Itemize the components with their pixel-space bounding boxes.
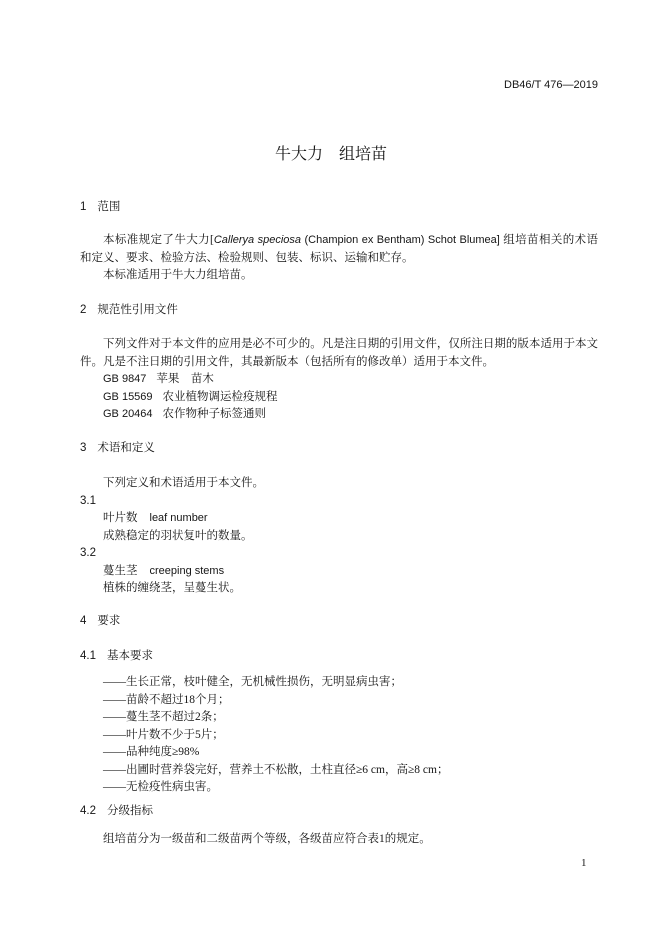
subsection-title: 分级指标 — [107, 805, 153, 817]
scope-paragraph — [80, 232, 598, 267]
section-1-body — [80, 232, 598, 285]
term-entry — [80, 545, 598, 598]
terms-intro: 下列定义和术语适用于本文件。 — [103, 477, 264, 489]
term-chinese: 蔓生茎 — [103, 564, 138, 577]
list-item: ——苗龄不超过18个月； — [103, 693, 230, 706]
section-3-body — [80, 475, 598, 598]
document-title: 牛大力 组培苗 — [274, 146, 387, 163]
reference-title: 农业植物调运检疫规程 — [162, 390, 278, 403]
list-item: ——生长正常，枝叶健全，无机械性损伤，无明显病虫害； — [103, 676, 402, 688]
list-item: ——叶片数不少于5片； — [103, 728, 224, 741]
species-name: Callerya speciosa — [213, 234, 302, 246]
term-definition: 成熟稳定的羽状复叶的数量。 — [103, 529, 253, 542]
reference-title: 苹果 苗木 — [156, 373, 214, 385]
term-english: creeping stems — [149, 564, 225, 577]
list-item: ——出圃时营养袋完好，营养土不松散，土柱直径≥6 cm，高≥8 cm； — [103, 763, 449, 776]
section-title: 要求 — [97, 615, 121, 627]
term-number: 3.1 — [80, 494, 96, 507]
reference-code: GB 9847 — [103, 373, 147, 385]
term-title — [80, 563, 598, 581]
basic-requirements-list — [80, 674, 598, 797]
term-chinese: 叶片数 — [103, 512, 138, 524]
scope-lead-text: 本标准规定了牛大力[ — [103, 234, 214, 246]
section-1-heading — [80, 199, 598, 217]
section-number: 1 — [80, 201, 87, 213]
section-title: 规范性引用文件 — [97, 304, 178, 316]
section-number: 3 — [80, 442, 87, 454]
reference-title: 农作物种子标签通则 — [162, 408, 267, 420]
list-item: ——蔓生茎不超过2条； — [103, 711, 224, 723]
grading-text: 组培苗分为一级苗和二级苗两个等级，各级苗应符合表1的规定。 — [103, 833, 431, 845]
reference-code: GB 15569 — [103, 390, 153, 403]
reference-item — [80, 406, 598, 424]
document-code: DB46/T 476—2019 — [504, 79, 598, 91]
reference-item — [80, 371, 598, 389]
species-authority: (Champion ex Bentham) Schot Blumea] — [301, 234, 504, 246]
references-intro: 下列文件对于本文件的应用是必不可少的。凡是注日期的引用文件，仅所注日期的版本适用于本文件。凡是不注日期的引用文件，其最新版本（包括所有的修改单）适用于本文件。 — [80, 338, 598, 368]
subsection-number: 4.1 — [80, 650, 96, 662]
term-entry — [80, 493, 598, 546]
term-definition: 植株的缠绕茎，呈蔓生状。 — [103, 582, 241, 594]
section-number: 4 — [80, 615, 87, 627]
scope-applicability: 本标准适用于牛大力组培苗。 — [103, 269, 253, 281]
subsection-4-2-heading — [80, 803, 598, 821]
term-title — [80, 510, 598, 528]
section-title: 范围 — [97, 201, 121, 213]
subsection-4-1-heading — [80, 648, 598, 666]
section-2-body — [80, 336, 598, 424]
section-number: 2 — [80, 304, 87, 316]
list-item: ——品种纯度≥98% — [103, 746, 200, 758]
grading-paragraph — [80, 831, 598, 849]
subsection-title: 基本要求 — [107, 650, 153, 662]
term-english: leaf number — [149, 512, 208, 524]
subsection-number: 4.2 — [80, 805, 96, 817]
section-title: 术语和定义 — [97, 442, 155, 454]
section-2-heading — [80, 302, 598, 320]
section-4-heading — [80, 613, 598, 631]
term-number: 3.2 — [80, 547, 96, 559]
reference-code: GB 20464 — [103, 408, 153, 420]
section-3-heading — [80, 440, 598, 458]
scope-tail-text: 组培苗相关的术语和定义、要求、检验方法、检验规则、包装、标识、运输和贮存。 — [80, 234, 598, 264]
list-item: ——无检疫性病虫害。 — [103, 781, 218, 793]
page-number: 1 — [581, 857, 587, 869]
reference-item — [80, 389, 598, 407]
